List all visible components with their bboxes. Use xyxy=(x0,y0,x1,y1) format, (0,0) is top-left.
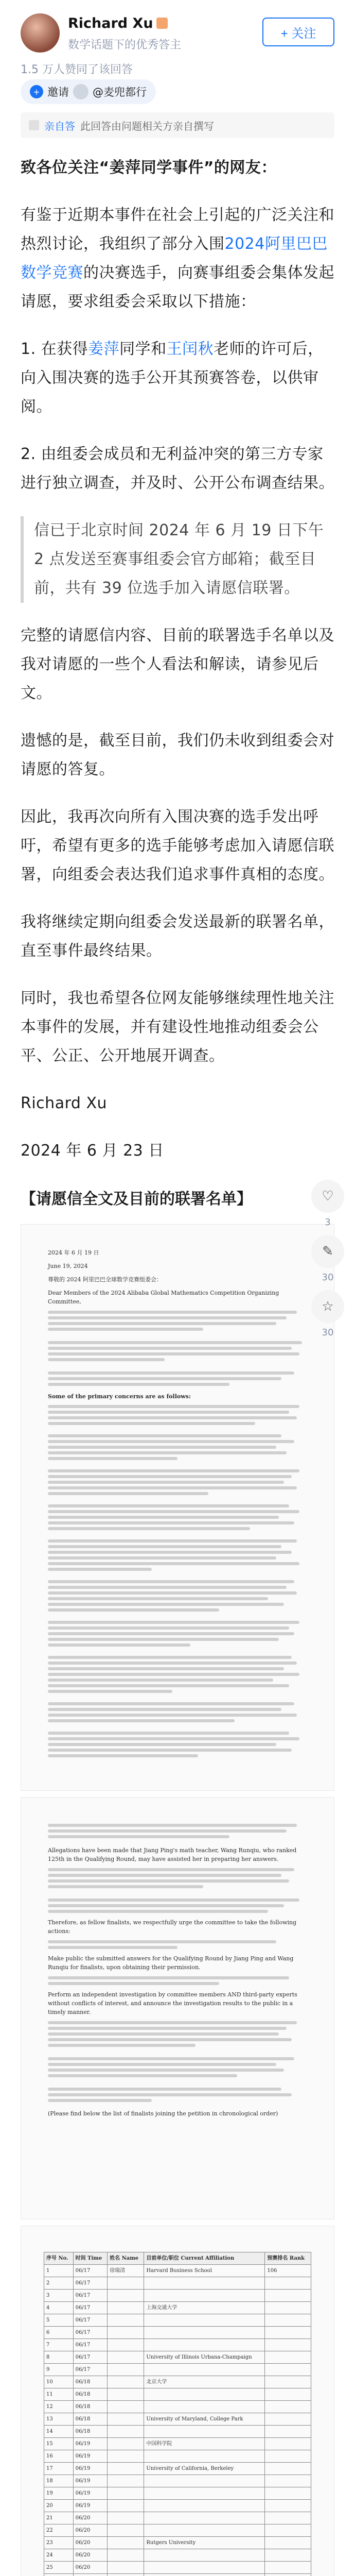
table-cell xyxy=(108,2426,144,2438)
table-cell: 106 xyxy=(265,2265,311,2277)
table-cell: 徐瑞清 xyxy=(108,2265,144,2277)
table-cell xyxy=(144,2524,265,2537)
table-cell: 3 xyxy=(44,2290,74,2302)
sign-date: 2024 年 6 月 23 日 xyxy=(21,1137,334,1165)
measure-1-text-b: 同学和 xyxy=(119,340,167,358)
doc2-action-1: Make public the submitted answers for the Qualifying Round by Jiang Ping and Wang Runqiu for finalists, upon obtaining their permission. xyxy=(48,1954,307,1972)
comment-button[interactable] xyxy=(311,1235,344,1268)
table-cell xyxy=(108,2339,144,2351)
measure-1-text-c: 老师的许可后，向入围决赛的选手公开其预赛答卷，以供审阅。 xyxy=(21,340,324,416)
table-cell xyxy=(265,2376,311,2388)
competition-link[interactable]: 2024阿里巴巴数学竞赛 xyxy=(21,235,328,282)
table-cell xyxy=(265,2290,311,2302)
table-cell: 06/17 xyxy=(73,2364,108,2376)
doc2-intro: Allegations have been made that Jiang Ping's math teacher, Wang Runqiu, who ranked 125th in the Qualifying Round, may have assisted her in preparing her answers. xyxy=(48,1846,307,1863)
table-cell: 06/20 xyxy=(73,2562,108,2574)
table-cell: 11 xyxy=(44,2388,74,2401)
table-row xyxy=(44,2537,311,2549)
table-cell xyxy=(265,2524,311,2537)
table-cell xyxy=(144,2512,265,2524)
table-cell: 9 xyxy=(44,2364,74,2376)
table-row xyxy=(44,2500,311,2512)
author-badge-icon xyxy=(156,18,168,29)
table-cell xyxy=(265,2364,311,2376)
table-cell: Harvard Business School xyxy=(144,2265,265,2277)
table-cell: 16 xyxy=(44,2450,74,2463)
table-cell xyxy=(144,2549,265,2562)
table-row xyxy=(44,2475,311,2487)
signatory-table-body xyxy=(44,2265,311,2576)
doc2-action-2: Perform an independent investigation by committee members AND third-party experts without conflicts of interest, and announce the investigation results to the public in a timely manner. xyxy=(48,1990,307,2016)
notice-icon xyxy=(29,120,39,130)
table-cell xyxy=(144,2401,265,2413)
table-cell xyxy=(265,2413,311,2426)
table-cell: University of Illinois Urbana-Champaign xyxy=(144,2351,265,2364)
jiang-ping-link[interactable]: 姜萍 xyxy=(88,340,119,358)
table-cell xyxy=(108,2376,144,2388)
table-cell xyxy=(265,2401,311,2413)
table-row xyxy=(44,2549,311,2562)
table-cell xyxy=(265,2277,311,2290)
table-cell: 2 xyxy=(44,2277,74,2290)
table-cell xyxy=(144,2364,265,2376)
table-cell xyxy=(108,2327,144,2339)
table-cell xyxy=(144,2290,265,2302)
table-row xyxy=(44,2562,311,2574)
table-cell: 21 xyxy=(44,2512,74,2524)
signature: Richard Xu xyxy=(21,1089,334,1118)
table-row xyxy=(44,2438,311,2450)
table-cell xyxy=(144,2562,265,2574)
paragraph-5: 因此，我再次向所有入围决赛的选手发出呼吁，希望有更多的选手能够考虑加入请愿信联署，向组委会表达我们追求事件真相的态度。 xyxy=(21,803,334,889)
table-cell: 06/20 xyxy=(73,2549,108,2562)
table-cell xyxy=(144,2327,265,2339)
table-cell xyxy=(265,2327,311,2339)
table-cell: 06/17 xyxy=(73,2351,108,2364)
comment-icon: ✎ xyxy=(322,1244,333,1259)
table-cell: 06/17 xyxy=(73,2290,108,2302)
invite-row xyxy=(21,77,334,106)
table-cell: 23 xyxy=(44,2537,74,2549)
table-cell: 06/19 xyxy=(73,2487,108,2500)
table-cell xyxy=(265,2339,311,2351)
notice-text: 此回答由问题相关方亲自撰写 xyxy=(80,118,214,133)
table-cell: 06/18 xyxy=(73,2388,108,2401)
table-cell: 25 xyxy=(44,2562,74,2574)
doc2-ask: Therefore, as fellow finalists, we respectfully urge the committee to take the following actions: xyxy=(48,1918,307,1936)
table-cell: 北京大学 xyxy=(144,2376,265,2388)
table-cell xyxy=(144,2487,265,2500)
table-cell xyxy=(144,2388,265,2401)
table-cell: 4 xyxy=(44,2302,74,2314)
table-cell xyxy=(265,2314,311,2327)
table-cell xyxy=(108,2401,144,2413)
table-cell xyxy=(73,2574,108,2576)
invitee-avatar xyxy=(73,84,88,99)
table-cell: 06/17 xyxy=(73,2302,108,2314)
measure-1 xyxy=(21,335,334,421)
table-cell: 8 xyxy=(44,2351,74,2364)
self-answer-notice xyxy=(21,112,334,138)
table-cell: 18 xyxy=(44,2475,74,2487)
table-cell xyxy=(108,2351,144,2364)
table-cell: 06/18 xyxy=(73,2401,108,2413)
table-cell xyxy=(108,2388,144,2401)
table-cell: 06/18 xyxy=(73,2413,108,2426)
collect-count: 30 xyxy=(322,1327,334,1338)
signatory-table xyxy=(44,2252,311,2576)
table-cell xyxy=(265,2302,311,2314)
table-cell xyxy=(265,2537,311,2549)
table-cell xyxy=(144,2450,265,2463)
table-row xyxy=(44,2290,311,2302)
table-cell xyxy=(265,2450,311,2463)
paragraph-6: 我将继续定期向组委会发送最新的联署名单，直至事件最终结果。 xyxy=(21,908,334,965)
table-row xyxy=(44,2413,311,2426)
paragraph-3: 完整的请愿信内容、目前的联署选手名单以及我对请愿的一些个人看法和解读，请参见后文。 xyxy=(21,621,334,708)
invitee-name[interactable]: @麦兜都行 xyxy=(93,84,147,99)
table-cell: 06/19 xyxy=(73,2500,108,2512)
table-row xyxy=(44,2450,311,2463)
table-cell xyxy=(265,2549,311,2562)
table-cell: 06/20 xyxy=(73,2512,108,2524)
floating-action-column xyxy=(311,1180,345,1338)
table-row xyxy=(44,2339,311,2351)
table-cell: 1 xyxy=(44,2265,74,2277)
invite-icon: + xyxy=(30,85,43,98)
table-cell xyxy=(144,2475,265,2487)
table-cell xyxy=(108,2277,144,2290)
table-row xyxy=(44,2426,311,2438)
table-row xyxy=(44,2401,311,2413)
table-cell xyxy=(108,2537,144,2549)
table-cell xyxy=(265,2351,311,2364)
table-cell: 06/17 xyxy=(73,2339,108,2351)
star-icon: ☆ xyxy=(322,1299,333,1314)
table-cell xyxy=(265,2475,311,2487)
table-row xyxy=(44,2574,311,2576)
invite-pill[interactable] xyxy=(21,79,156,104)
answer-body xyxy=(0,138,355,1209)
table-row xyxy=(44,2463,311,2475)
table-row xyxy=(44,2302,311,2314)
table-cell xyxy=(108,2302,144,2314)
doc1-to-en: Dear Members of the 2024 Alibaba Global Mathematics Competition Organizing Committee, xyxy=(48,1289,307,1306)
greeting: 致各位关注“姜萍同学事件”的网友： xyxy=(21,154,334,182)
table-cell: 15 xyxy=(44,2438,74,2450)
paragraph-7: 同时，我也希望各位网友能够继续理性地关注本事件的发展，并有建设性地推动组委会公平、公正、公开地展开调查。 xyxy=(21,984,334,1071)
invite-label: 邀请 xyxy=(47,84,69,99)
petition-page-2-image[interactable] xyxy=(21,1797,334,2219)
author-name-text[interactable]: Richard Xu xyxy=(68,15,153,31)
section-title: 【请愿信全文及目前的联署名单】 xyxy=(21,1186,334,1209)
table-cell: 06/17 xyxy=(73,2327,108,2339)
table-row xyxy=(44,2327,311,2339)
table-cell xyxy=(108,2574,144,2576)
table-cell: 06/19 xyxy=(73,2438,108,2450)
signatory-list-image[interactable] xyxy=(21,2226,334,2576)
table-cell: 06/20 xyxy=(73,2537,108,2549)
doc1-date-en: June 19, 2024 xyxy=(48,1262,307,1270)
table-cell xyxy=(265,2512,311,2524)
table-row xyxy=(44,2265,311,2277)
intro-text-a: 有鉴于近期本事件在社会上引起的广泛关注和热烈讨论，我组织了部分入围 xyxy=(21,206,334,253)
collect-button[interactable] xyxy=(311,1290,344,1323)
table-cell xyxy=(108,2438,144,2450)
table-cell: 24 xyxy=(44,2549,74,2562)
table-cell: 06/19 xyxy=(73,2475,108,2487)
intro-text-b: 的决赛选手，向赛事组委会集体发起请愿，要求组委会采取以下措施： xyxy=(21,264,334,311)
quote-block xyxy=(21,516,334,603)
like-button[interactable] xyxy=(311,1180,344,1213)
table-cell: 7 xyxy=(44,2339,74,2351)
table-row xyxy=(44,2364,311,2376)
comment-count: 30 xyxy=(322,1272,334,1283)
petition-page-1-image[interactable] xyxy=(21,1224,334,1791)
table-header-row xyxy=(44,2252,311,2265)
table-cell: 10 xyxy=(44,2376,74,2388)
table-header-cell: 序号 No. xyxy=(44,2252,74,2265)
table-row xyxy=(44,2512,311,2524)
doc1-heading: Some of the primary concerns are as follows: xyxy=(48,1392,307,1401)
table-row xyxy=(44,2487,311,2500)
table-cell: 06/19 xyxy=(73,2463,108,2475)
table-header-cell: 姓名 Name xyxy=(108,2252,144,2265)
table-row xyxy=(44,2351,311,2364)
paragraph-4: 遗憾的是，截至目前，我们仍未收到组委会对请愿的答复。 xyxy=(21,726,334,784)
table-cell: 20 xyxy=(44,2500,74,2512)
table-cell: Rutgers University xyxy=(144,2537,265,2549)
table-cell: 22 xyxy=(44,2524,74,2537)
follow-button[interactable]: + 关注 xyxy=(262,18,334,46)
table-cell: 06/17 xyxy=(73,2265,108,2277)
table-cell: 06/19 xyxy=(73,2450,108,2463)
like-count: 3 xyxy=(325,1217,330,1228)
table-row xyxy=(44,2277,311,2290)
table-cell: University of California, Berkeley xyxy=(144,2463,265,2475)
table-cell xyxy=(108,2524,144,2537)
table-cell xyxy=(108,2413,144,2426)
table-cell xyxy=(144,2314,265,2327)
table-cell: 12 xyxy=(44,2401,74,2413)
table-cell: 上海交通大学 xyxy=(144,2302,265,2314)
table-cell: 6 xyxy=(44,2327,74,2339)
table-cell xyxy=(108,2500,144,2512)
author-header xyxy=(0,0,355,77)
table-row xyxy=(44,2376,311,2388)
table-cell xyxy=(265,2500,311,2512)
doc1-to-cn: 尊敬的 2024 阿里巴巴全球数学竞赛组委会： xyxy=(48,1275,307,1284)
table-header-cell: 预赛排名 Rank xyxy=(265,2252,311,2265)
author-avatar[interactable] xyxy=(21,13,60,53)
table-cell xyxy=(108,2562,144,2574)
wang-runqiu-link[interactable]: 王闰秋 xyxy=(167,340,214,358)
table-row xyxy=(44,2314,311,2327)
table-cell: 06/20 xyxy=(73,2524,108,2537)
table-row xyxy=(44,2388,311,2401)
author-name[interactable] xyxy=(68,15,168,31)
table-cell xyxy=(108,2364,144,2376)
table-cell xyxy=(265,2426,311,2438)
table-row xyxy=(44,2524,311,2537)
table-cell: 19 xyxy=(44,2487,74,2500)
table-cell xyxy=(108,2290,144,2302)
table-cell xyxy=(144,2574,265,2576)
table-cell: 06/17 xyxy=(73,2314,108,2327)
table-header-cell: 时间 Time xyxy=(73,2252,108,2265)
table-cell: University of Maryland, College Park xyxy=(144,2413,265,2426)
table-cell xyxy=(144,2426,265,2438)
table-header-cell: 目前单位/职位 Current Affiliation xyxy=(144,2252,265,2265)
table-cell xyxy=(265,2574,311,2576)
author-description: 数学话题下的优秀答主 xyxy=(68,36,181,52)
table-cell xyxy=(108,2549,144,2562)
table-cell xyxy=(108,2450,144,2463)
table-cell: 14 xyxy=(44,2426,74,2438)
paragraph-intro xyxy=(21,201,334,316)
table-cell: 06/18 xyxy=(73,2376,108,2388)
doc2-closing: (Please find below the list of finalists joining the petition in chronological order) xyxy=(48,2109,307,2118)
table-cell xyxy=(265,2463,311,2475)
table-cell: 13 xyxy=(44,2413,74,2426)
table-cell: 中国科学院 xyxy=(144,2438,265,2450)
table-cell xyxy=(265,2487,311,2500)
table-cell xyxy=(144,2339,265,2351)
heart-icon: ♡ xyxy=(322,1189,333,1204)
table-cell: 06/18 xyxy=(73,2426,108,2438)
table-cell: 5 xyxy=(44,2314,74,2327)
measure-1-text-a: 1. 在获得 xyxy=(21,340,88,358)
table-cell xyxy=(108,2487,144,2500)
table-cell xyxy=(265,2438,311,2450)
table-cell xyxy=(144,2277,265,2290)
upvote-summary: 1.5 万人赞同了该回答 xyxy=(21,61,133,77)
table-cell xyxy=(265,2562,311,2574)
measure-2: 2. 由组委会成员和无利益冲突的第三方专家进行独立调查，并及时、公开公布调查结果。 xyxy=(21,440,334,498)
table-cell: 06/17 xyxy=(73,2277,108,2290)
quote-text: 信已于北京时间 2024 年 6 月 19 日下午 2 点发送至赛事组委会官方邮箱；截至目前，共有 39 位选手加入请愿信联署。 xyxy=(34,516,334,603)
table-cell xyxy=(108,2463,144,2475)
table-cell xyxy=(108,2475,144,2487)
table-cell xyxy=(108,2512,144,2524)
table-cell: 17 xyxy=(44,2463,74,2475)
table-cell xyxy=(144,2500,265,2512)
notice-tag: 亲自答 xyxy=(44,118,75,133)
table-cell xyxy=(265,2388,311,2401)
table-cell xyxy=(44,2574,74,2576)
doc1-date-cn: 2024 年 6 月 19 日 xyxy=(48,1248,307,1257)
table-cell xyxy=(108,2314,144,2327)
